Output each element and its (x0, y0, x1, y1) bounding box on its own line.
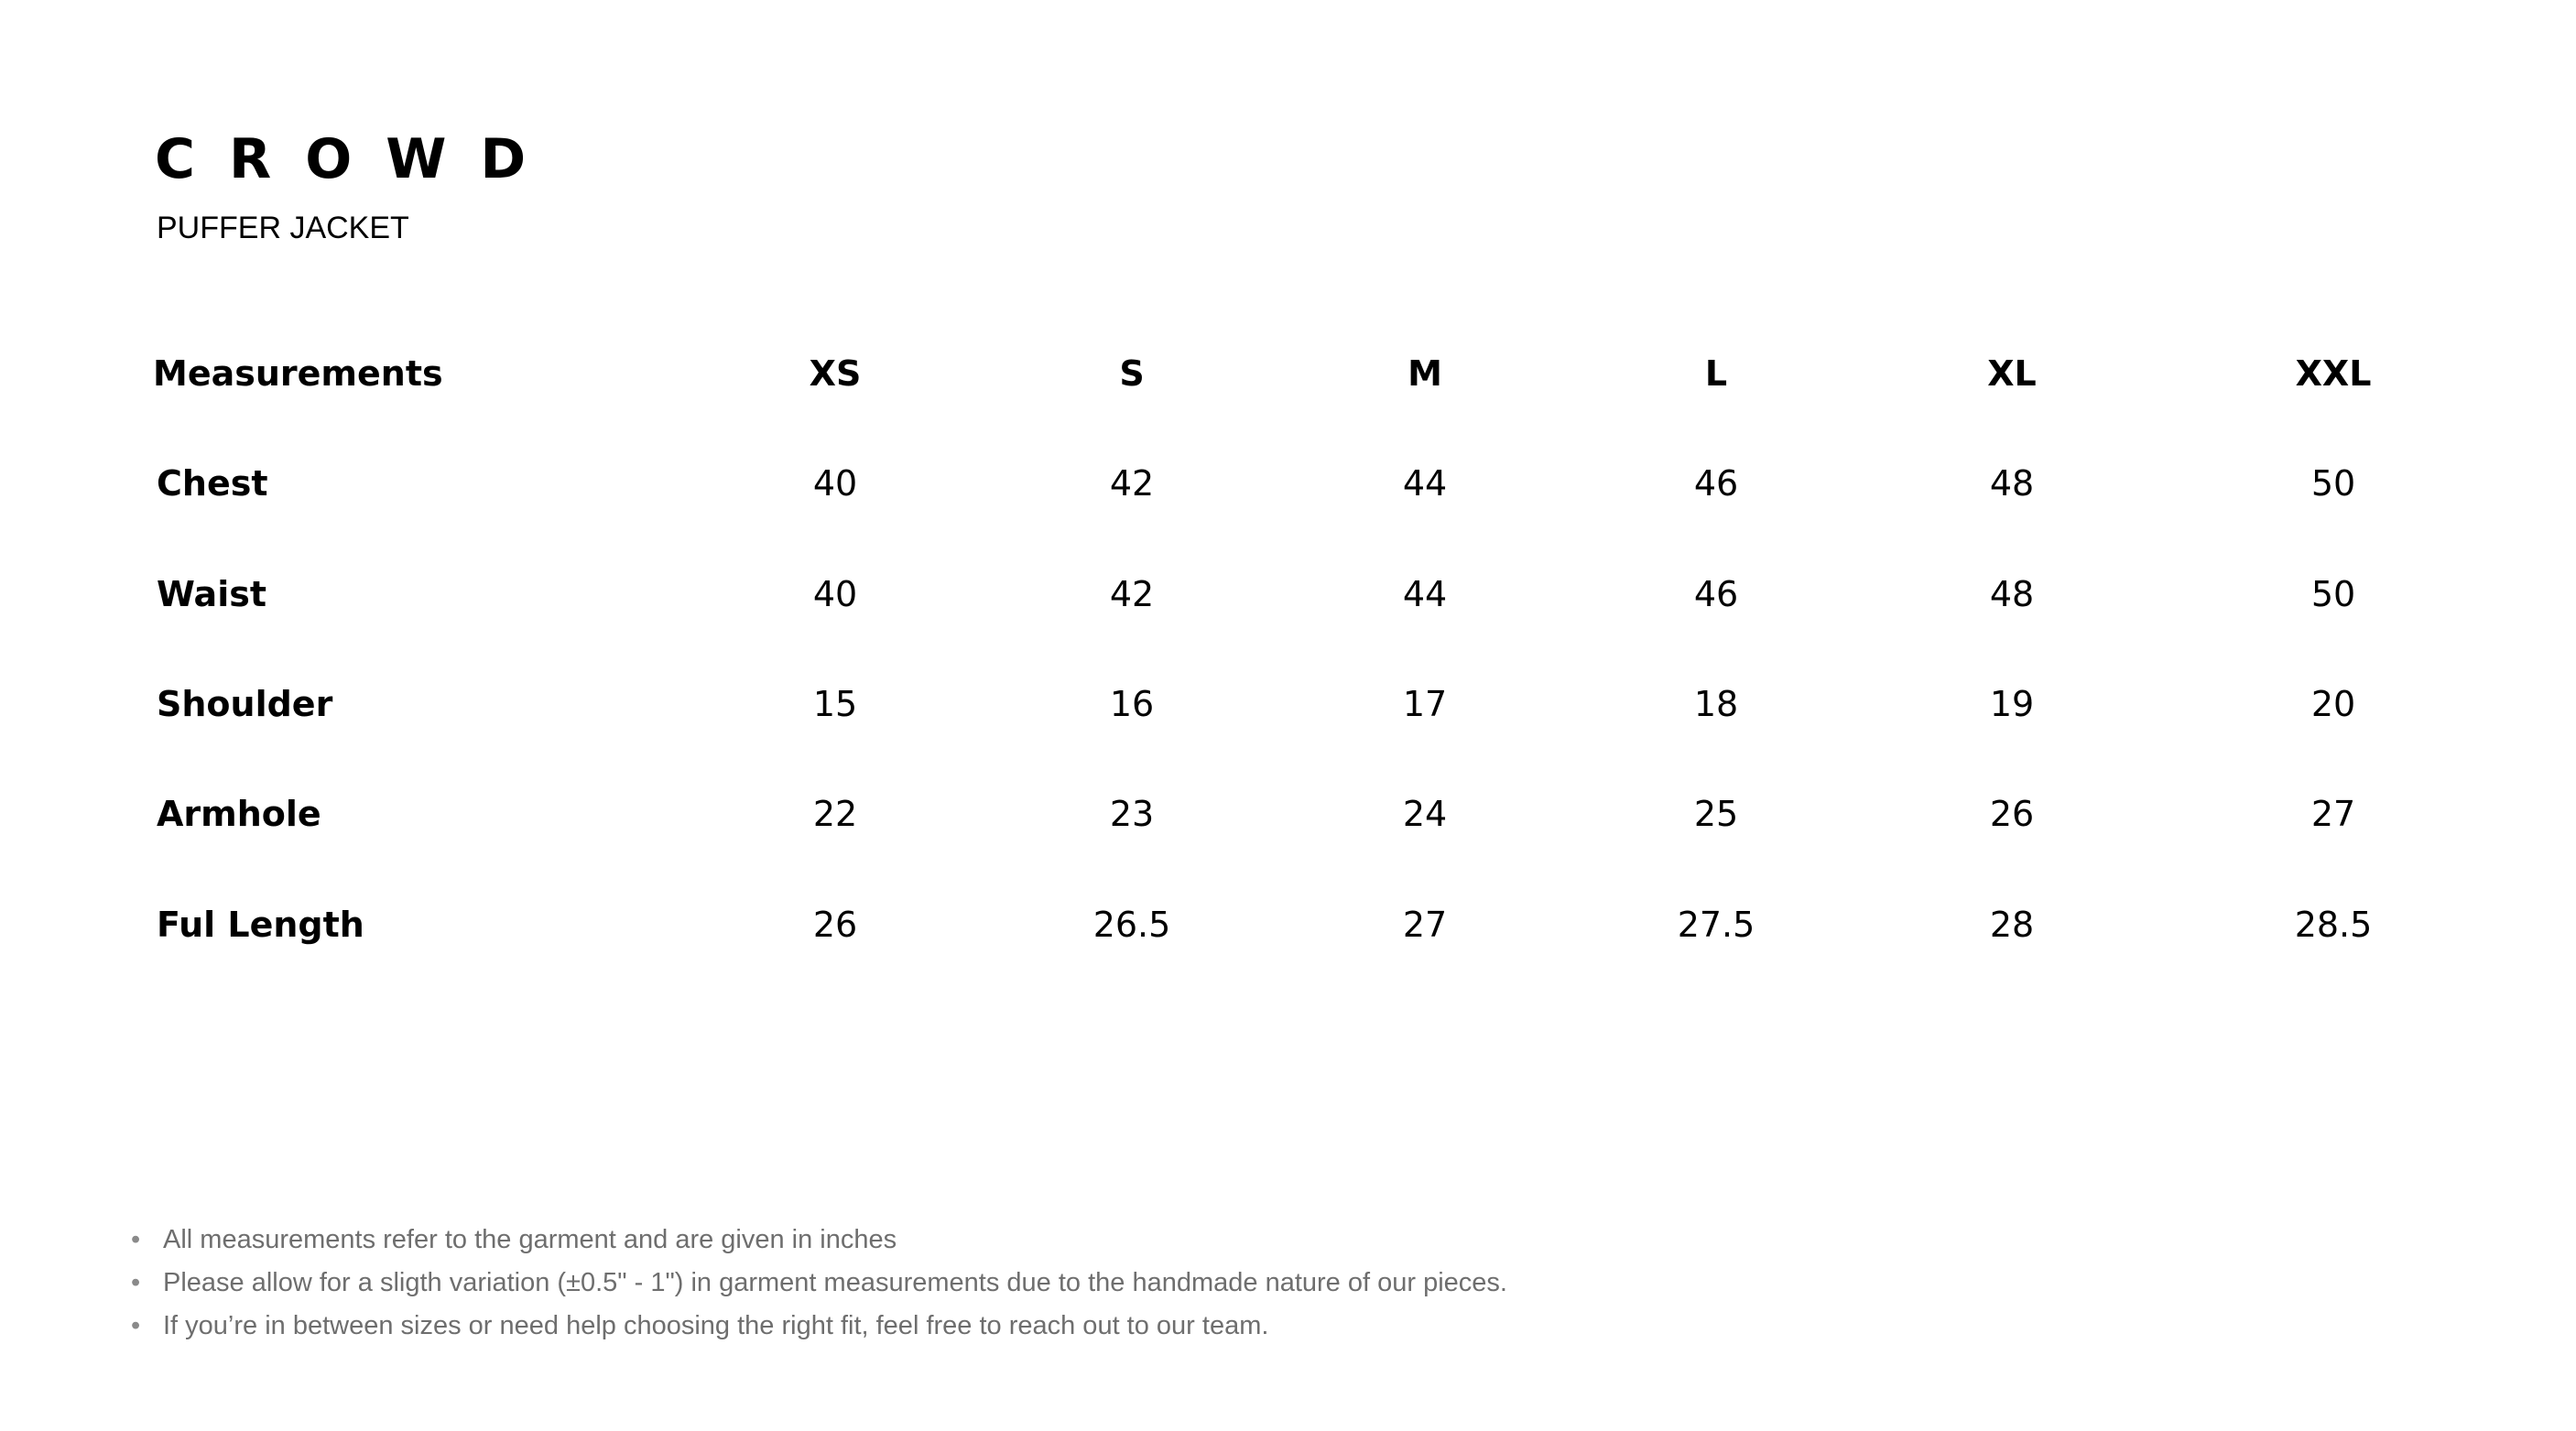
table-cell: 18 (1693, 684, 1739, 724)
table-cell: 48 (1989, 463, 2035, 504)
size-header-xl: XL (1987, 353, 2037, 394)
row-label-waist: Waist (157, 574, 267, 614)
row-label-shoulder: Shoulder (157, 684, 333, 724)
list-item (128, 1305, 1507, 1348)
table-cell: 20 (2310, 684, 2356, 724)
table-cell: 26 (1989, 794, 2035, 834)
product-title: PUFFER JACKET (157, 211, 409, 245)
table-cell: 40 (812, 574, 858, 614)
table-cell: 17 (1402, 684, 1448, 724)
size-header-l: L (1704, 353, 1728, 394)
table-cell: 26.5 (1092, 905, 1171, 945)
table-cell: 42 (1109, 574, 1155, 614)
bullet-icon: • (131, 1268, 141, 1297)
table-cell: 28 (1989, 905, 2035, 945)
table-cell: 46 (1693, 574, 1739, 614)
table-header-measurements: Measurements (153, 353, 443, 394)
table-cell: 24 (1402, 794, 1448, 834)
list-item (128, 1262, 1507, 1305)
bullet-icon: • (131, 1311, 141, 1340)
table-cell: 15 (812, 684, 858, 724)
table-cell: 44 (1402, 574, 1448, 614)
table-cell: 19 (1989, 684, 2035, 724)
table-cell: 25 (1693, 794, 1739, 834)
row-label-chest: Chest (157, 463, 268, 504)
table-cell: 42 (1109, 463, 1155, 504)
table-cell: 27.5 (1677, 905, 1755, 945)
list-item (128, 1219, 1507, 1262)
fit-notes-list (128, 1219, 1507, 1348)
table-cell: 50 (2310, 463, 2356, 504)
table-cell: 27 (2310, 794, 2356, 834)
note-text: All measurements refer to the garment and are given in inches (163, 1225, 897, 1254)
table-cell: 28.5 (2294, 905, 2373, 945)
table-cell: 44 (1402, 463, 1448, 504)
table-cell: 22 (812, 794, 858, 834)
table-cell: 50 (2310, 574, 2356, 614)
table-cell: 23 (1109, 794, 1155, 834)
table-cell: 26 (812, 905, 858, 945)
table-cell: 46 (1693, 463, 1739, 504)
table-cell: 40 (812, 463, 858, 504)
size-header-xxl: XXL (2295, 353, 2372, 394)
size-header-s: S (1119, 353, 1145, 394)
note-text: Please allow for a sligth variation (±0.5" - 1") in garment measurements due to the handmade nature of our pieces. (163, 1268, 1507, 1297)
note-text: If you’re in between sizes or need help choosing the right fit, feel free to reach out to our team. (163, 1311, 1269, 1340)
bullet-icon: • (131, 1225, 141, 1254)
row-label-full-length: Ful Length (157, 905, 364, 945)
table-cell: 27 (1402, 905, 1448, 945)
row-label-armhole: Armhole (157, 794, 321, 834)
table-cell: 48 (1989, 574, 2035, 614)
brand-logo: CROWD (155, 127, 560, 191)
table-cell: 16 (1109, 684, 1155, 724)
size-header-m: M (1408, 353, 1442, 394)
size-header-xs: XS (809, 353, 862, 394)
